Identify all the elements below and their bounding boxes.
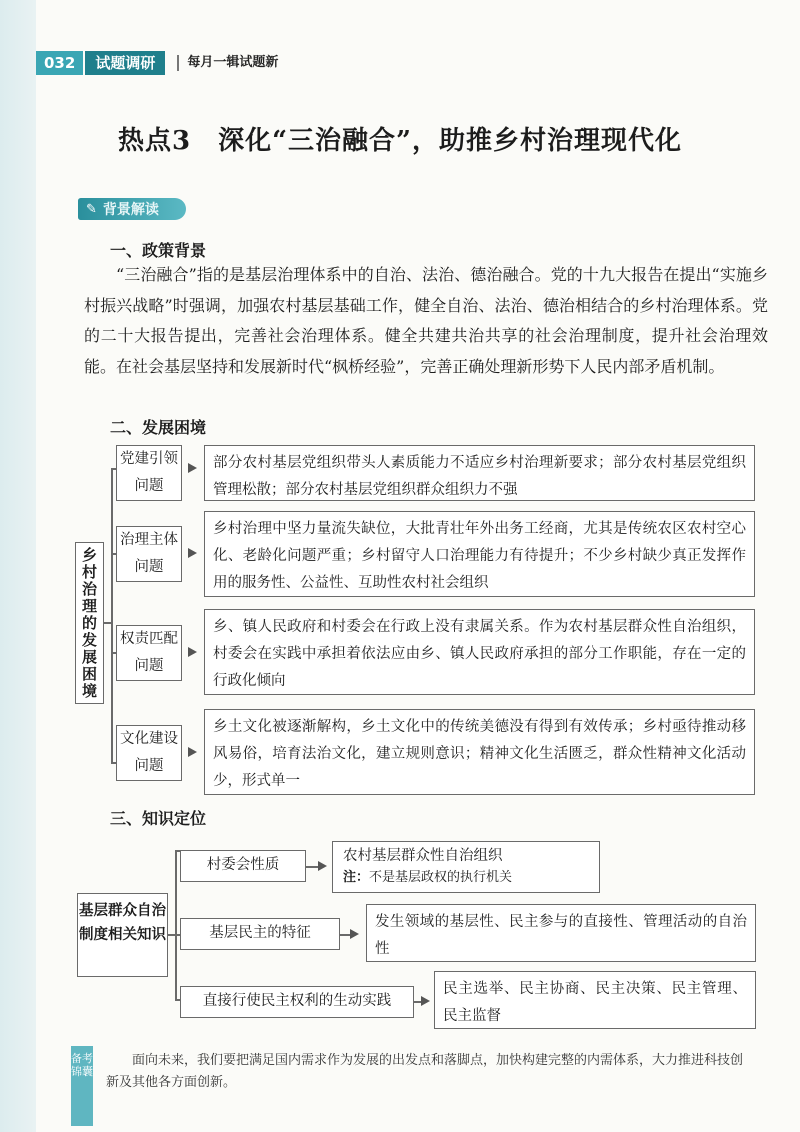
- page-number: 032: [36, 51, 83, 75]
- banner-label: 背景解读: [102, 202, 159, 218]
- knowledge-label: 基层民主的特征: [180, 918, 340, 950]
- header-subtitle: 每月一辑试题新: [177, 55, 278, 71]
- arrow-icon: [188, 647, 197, 657]
- knowledge-text: [332, 841, 600, 893]
- arrow-icon: [421, 996, 430, 1006]
- background-banner: [78, 198, 186, 220]
- arrow-icon: [188, 463, 197, 473]
- tree-connector: [111, 468, 113, 762]
- section2-heading: 二、发展困境: [110, 418, 207, 437]
- difficulty-text: 乡村治理中坚力量流失缺位，大批青壮年外出务工经商，尤其是传统农区农村空心化、老龄化问题严重；乡村留守人口治理能力有待提升；不少乡村缺少真正发挥作用的服务性、公益性、互助性农村社会组织: [204, 511, 755, 597]
- arrow-icon: [188, 548, 197, 558]
- arrow-icon: [188, 747, 197, 757]
- pen-icon: ✎: [86, 201, 97, 217]
- knowledge-text: 发生领域的基层性、民主参与的直接性、管理活动的自治性: [366, 904, 756, 962]
- note-text: 不是基层政权的执行机关: [369, 870, 513, 885]
- left-margin-band: [0, 0, 36, 1132]
- knowledge-label: 直接行使民主权利的生动实践: [180, 986, 414, 1018]
- page-title: 热点3 深化“三治融合”，助推乡村治理现代化: [117, 126, 682, 156]
- knowledge-note: [343, 867, 589, 889]
- footer-tag: 备考锦囊: [71, 1046, 93, 1126]
- section3-heading: 三、知识定位: [110, 809, 207, 828]
- knowledge-text: 民主选举、民主协商、民主决策、民主管理、民主监督: [434, 971, 756, 1029]
- section1-heading: 一、政策背景: [110, 241, 207, 260]
- page-header: [36, 50, 278, 76]
- tree-connector: [306, 866, 318, 868]
- footer-text: 面向未来，我们要把满足国内需求作为发展的出发点和落脚点，加快构建完整的内需体系，大力推进科技创新及其他各方面创新。: [106, 1053, 744, 1090]
- arrow-icon: [350, 929, 359, 939]
- knowledge-text-main: 农村基层群众性自治组织: [343, 848, 503, 864]
- difficulty-label: 治理主体问题: [116, 526, 182, 582]
- difficulty-root: 乡村治理的发展困境: [75, 542, 104, 704]
- knowledge-label: 村委会性质: [180, 850, 306, 882]
- difficulty-label: 权责匹配问题: [116, 625, 182, 681]
- difficulty-label: 文化建设问题: [116, 725, 182, 781]
- tree-connector: [175, 850, 177, 999]
- tree-connector: [340, 934, 350, 936]
- difficulty-text: 乡土文化被逐渐解构，乡土文化中的传统美德没有得到有效传承；乡村亟待推动移风易俗，培育法治文化，建立规则意识；精神文化生活匮乏，群众性精神文化活动少，形式单一: [204, 709, 755, 795]
- section-tag: 试题调研: [85, 51, 165, 75]
- note-label: 注：: [343, 870, 370, 885]
- difficulty-label: 党建引领问题: [116, 445, 182, 501]
- policy-paragraph: “三治融合”指的是基层治理体系中的自治、法治、德治融合。党的十九大报告在提出“实施乡村振兴战略”时强调，加强农村基层基础工作，健全自治、法治、德治相结合的乡村治理体系。党的二十大报告提出，完善社会治理体系。健全共建共治共享的社会治理制度，提升社会治理效能。在社会基层坚持和发展新时代“枫桥经验”，完善正确处理新形势下人民内部矛盾机制。: [84, 265, 768, 376]
- difficulty-text: 部分农村基层党组织带头人素质能力不适应乡村治理新要求；部分农村基层党组织管理松散；部分农村基层党组织群众组织力不强: [204, 445, 755, 501]
- arrow-icon: [318, 861, 327, 871]
- difficulty-text: 乡、镇人民政府和村委会在行政上没有隶属关系。作为农村基层群众性自治组织，村委会在实践中承担着依法应由乡、镇人民政府承担的部分工作职能，存在一定的行政化倾向: [204, 609, 755, 695]
- knowledge-root: 基层群众自治制度相关知识: [77, 893, 168, 977]
